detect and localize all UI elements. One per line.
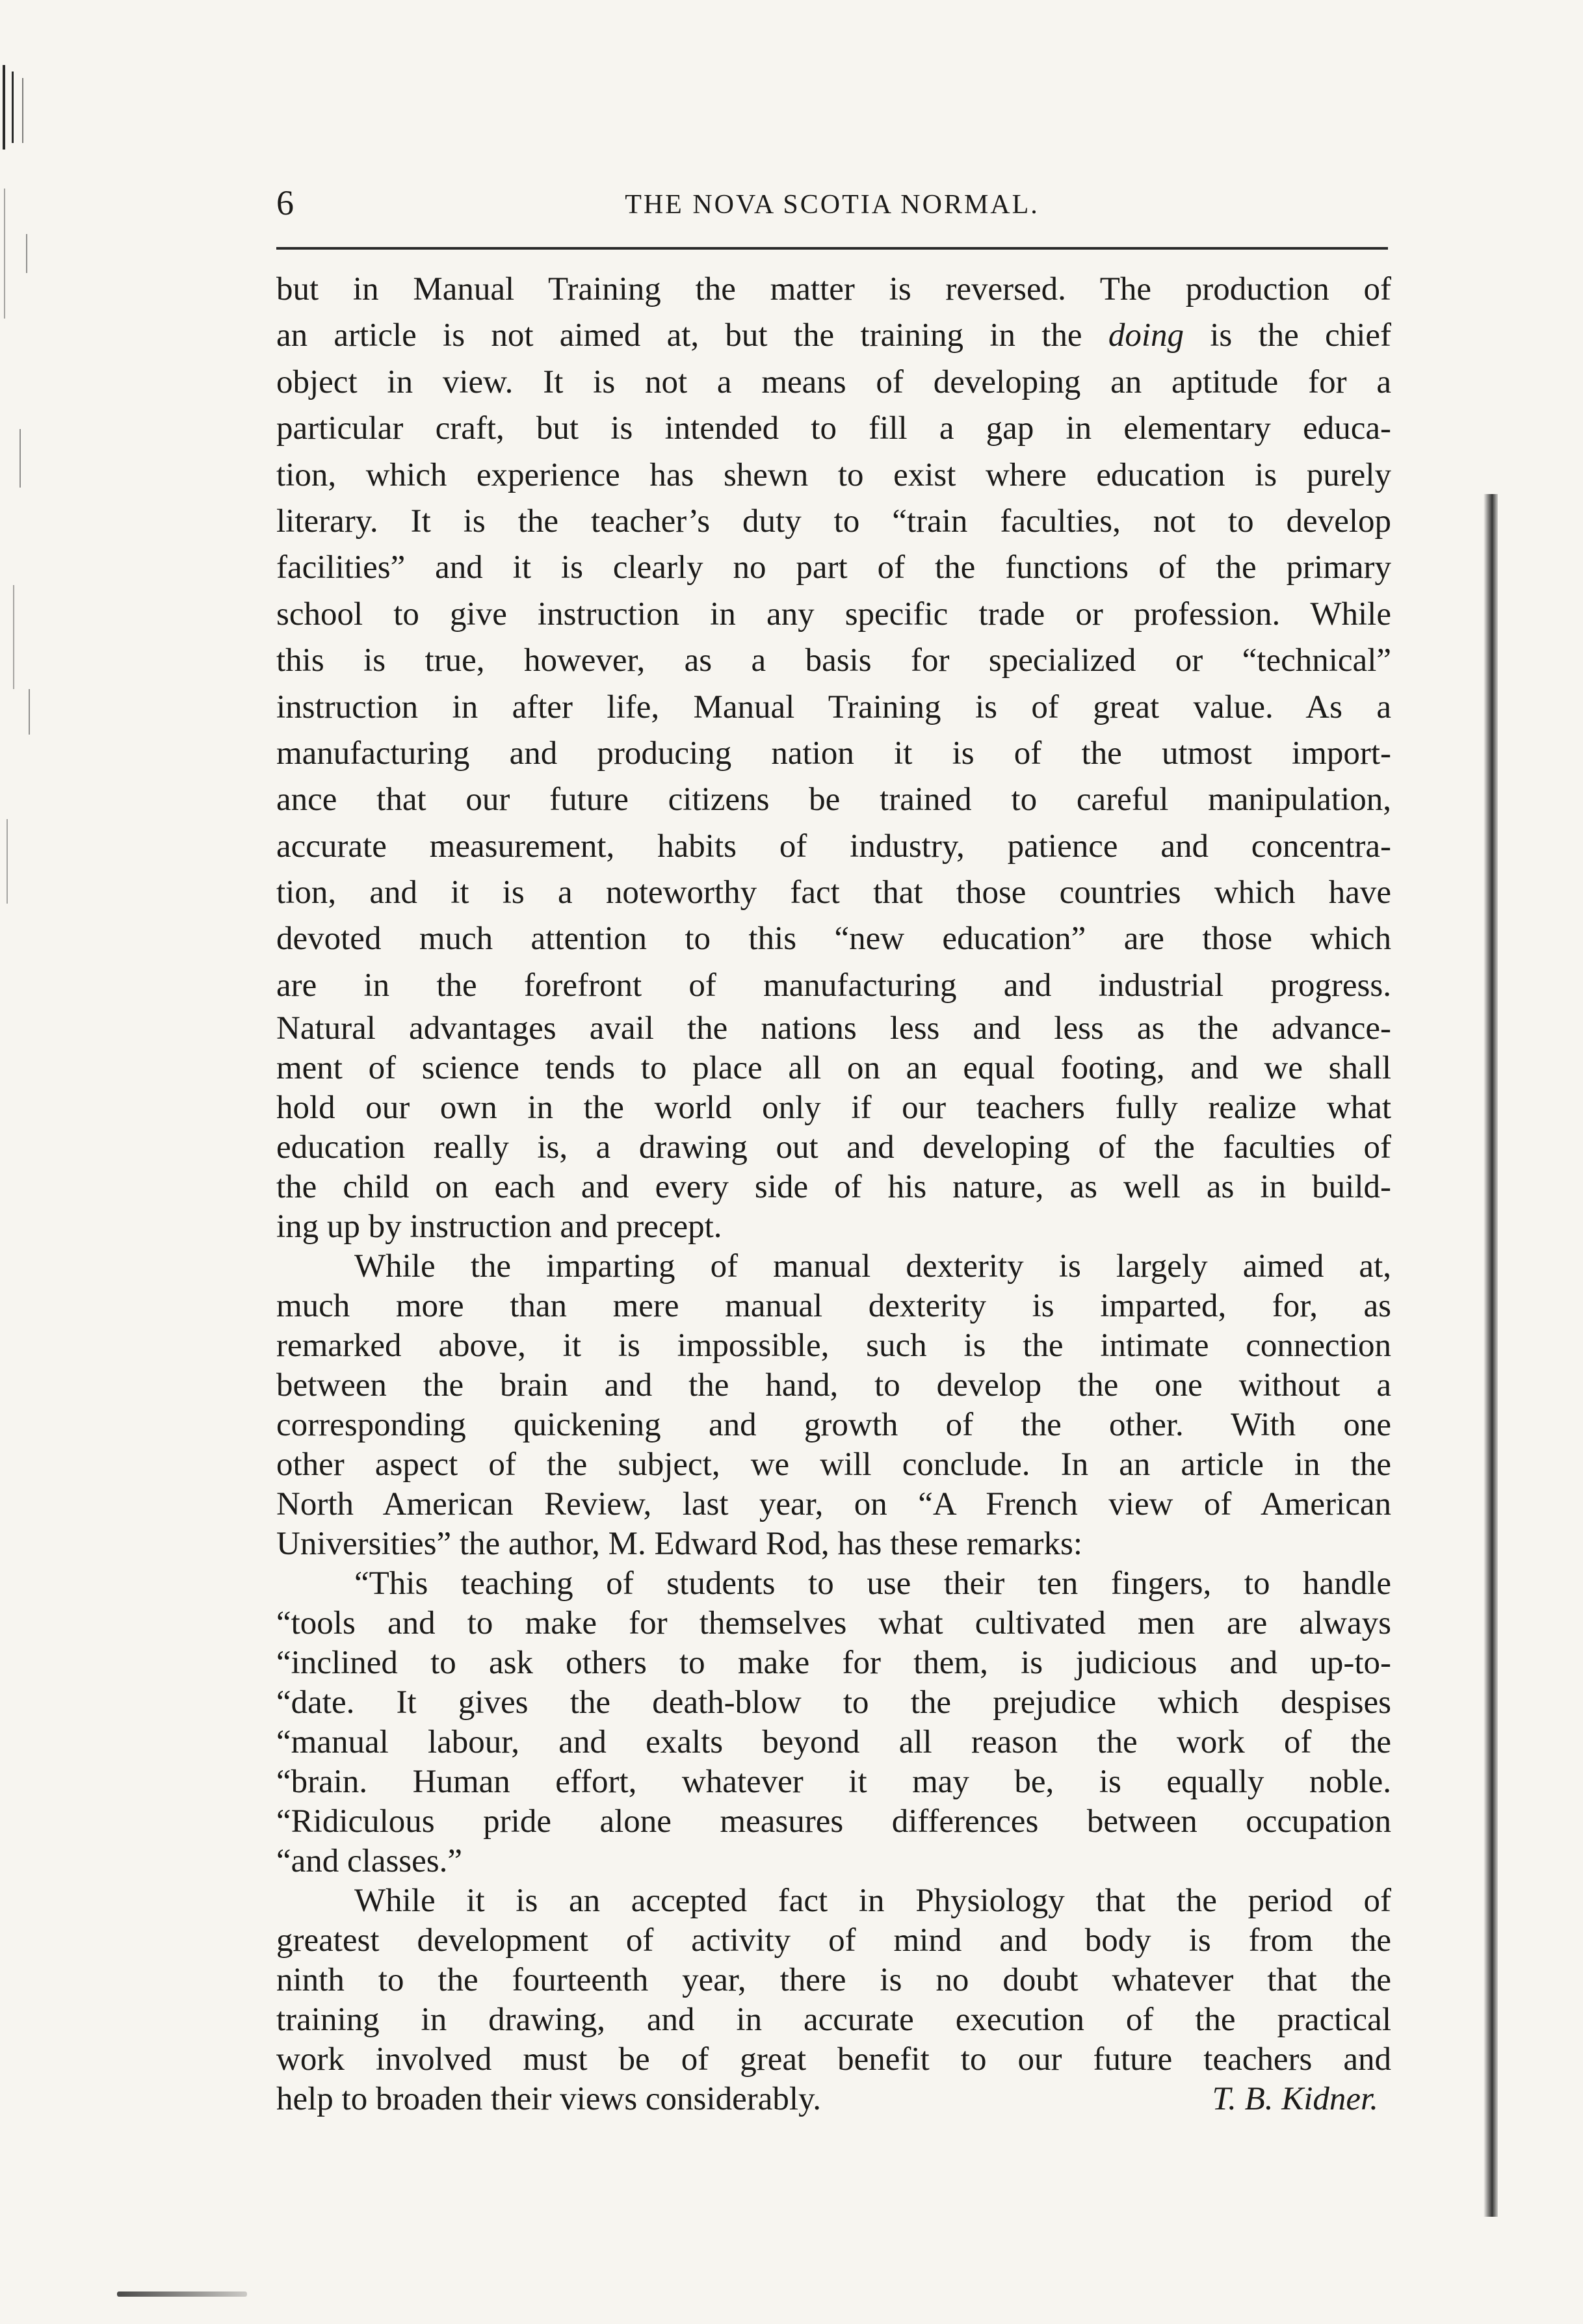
paragraph-1-continued: [276, 1009, 1391, 1247]
text-line: between the brain and the hand, to develop the one without a: [276, 1367, 1391, 1404]
text-line: While it is an accepted fact in Physiology that the period of: [354, 1883, 1391, 1920]
text-line: instruction in after life, Manual Training is of great value. As a: [276, 688, 1391, 725]
text-line: hold our own in the world only if our teachers fully realize what: [276, 1090, 1391, 1127]
text-line: tion, which experience has shewn to exist where education is purely: [276, 456, 1391, 493]
text-line: facilities” and it is clearly no part of the functions of the primary: [276, 549, 1391, 586]
text-line: North American Review, last year, on “A French view of American: [276, 1486, 1391, 1523]
paragraph-2: [276, 1247, 1391, 1564]
emphasis-doing: doing: [1108, 317, 1184, 354]
binding-edge-marks: [0, 65, 85, 1040]
text-line: devoted much attention to this “new education” are those which: [276, 920, 1391, 958]
text-line: tion, and it is a noteworthy fact that those countries which have: [276, 874, 1391, 911]
text-line: accurate measurement, habits of industry, patience and concentra-: [276, 828, 1391, 865]
text-line: other aspect of the subject, we will conclude. In an article in the: [276, 1446, 1391, 1483]
text-line: the child on each and every side of his nature, as well as in build-: [276, 1169, 1391, 1206]
page-edge-shadow: [1484, 494, 1498, 2217]
page-header: [276, 183, 1388, 235]
paragraph-3: [276, 1881, 1391, 2119]
text-line: particular craft, but is intended to fill a gap in elementary educa-: [276, 410, 1391, 447]
text-line: school to give instruction in any specific trade or profession. While: [276, 595, 1391, 633]
text-line: but in Manual Training the matter is reversed. The production of: [276, 271, 1391, 307]
text-line: work involved must be of great benefit to our future teachers and: [276, 2041, 1391, 2078]
text-line: literary. It is the teacher’s duty to “train faculties, not to develop: [276, 503, 1391, 540]
text-line: remarked above, it is impossible, such is the intimate connection: [276, 1327, 1391, 1364]
scan-smudge: [117, 2291, 247, 2297]
text-line: Universities” the author, M. Edward Rod, has these remarks:: [276, 1526, 1083, 1563]
header-rule: [276, 247, 1388, 250]
text-line: education really is, a drawing out and developing of the faculties of: [276, 1129, 1391, 1166]
quote-line: “brain. Human effort, whatever it may be, is equally noble.: [276, 1764, 1391, 1801]
author-signature: T. B. Kidner.: [1212, 2081, 1378, 2118]
text-line: are in the forefront of manufacturing and industrial progress.: [276, 967, 1391, 1004]
running-title: THE NOVA SCOTIA NORMAL.: [625, 190, 1040, 220]
text-line: ance that our future citizens be trained to careful manipulation,: [276, 781, 1391, 818]
text-line: ninth to the fourteenth year, there is no doubt whatever that the: [276, 1962, 1391, 1999]
text-line: While the imparting of manual dexterity is largely aimed at,: [354, 1248, 1391, 1285]
article-body: [276, 267, 1391, 2119]
quote-line: “manual labour, and exalts beyond all reason the work of the: [276, 1724, 1391, 1761]
text-line: training in drawing, and in accurate execution of the practical: [276, 2002, 1391, 2039]
text-line: greatest development of activity of mind and body is from the: [276, 1922, 1391, 1959]
quote-line: “tools and to make for themselves what cultivated men are always: [276, 1605, 1391, 1642]
page-number: 6: [276, 183, 294, 222]
text-line: corresponding quickening and growth of the other. With one: [276, 1407, 1391, 1444]
text-line: this is true, however, as a basis for specialized or “technical”: [276, 642, 1391, 679]
text-line: much more than mere manual dexterity is imparted, for, as: [276, 1288, 1391, 1325]
text-line: object in view. It is not a means of developing an aptitude for a: [276, 363, 1391, 400]
closing-line: [276, 2080, 1391, 2119]
paragraph-1: [276, 267, 1391, 1009]
quote-line: “Ridiculous pride alone measures differences between occupation: [276, 1803, 1391, 1840]
block-quote: [276, 1564, 1391, 1881]
closing-text: help to broaden their views considerably.: [276, 2081, 821, 2118]
text-line: ing up by instruction and precept.: [276, 1208, 722, 1246]
text-line: Natural advantages avail the nations less and less as the advance-: [276, 1010, 1391, 1047]
text-line: manufacturing and producing nation it is of the utmost import-: [276, 735, 1391, 772]
quote-line: “This teaching of students to use their ten fingers, to handle: [354, 1565, 1391, 1602]
quote-line: “date. It gives the death-blow to the prejudice which despises: [276, 1684, 1391, 1721]
quote-line: “inclined to ask others to make for them, is judicious and up-to-: [276, 1645, 1391, 1682]
text-line: an article is not aimed at, but the training in the doing is the chief: [276, 317, 1392, 354]
text-line: ment of science tends to place all on an equal footing, and we shall: [276, 1050, 1391, 1087]
quote-line: “and classes.”: [276, 1843, 463, 1880]
